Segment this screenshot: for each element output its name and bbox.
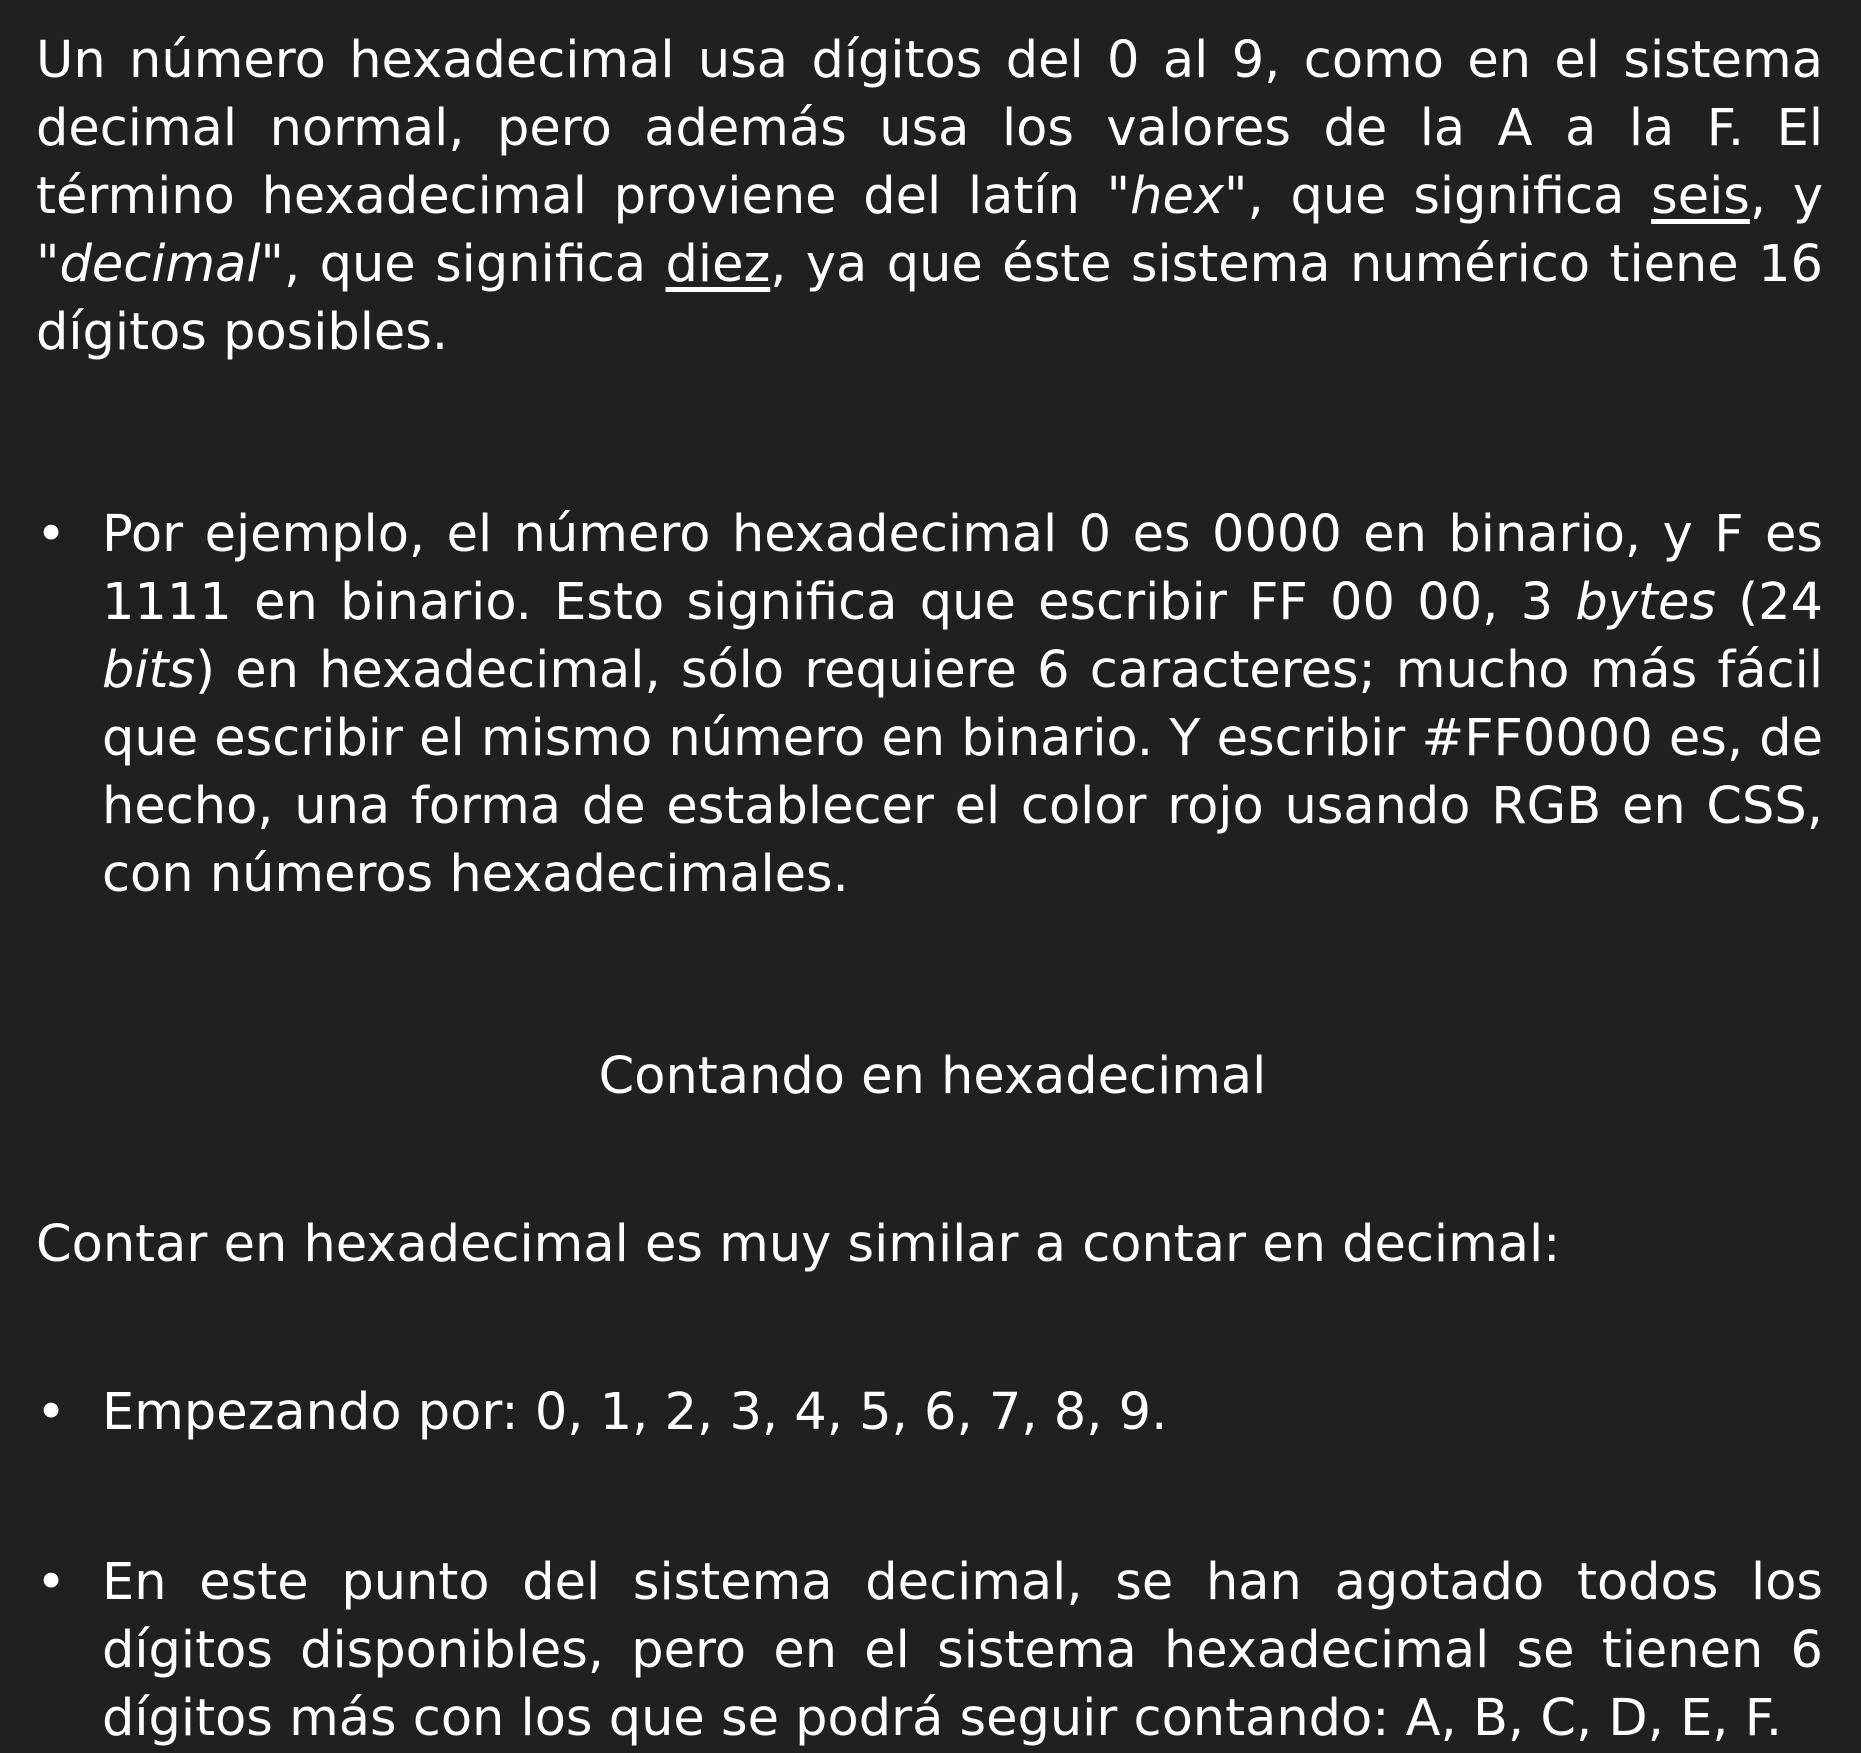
intro-text-5: , ya que éste sistema numérico tiene 16 dígitos posibles. xyxy=(36,235,1823,362)
term-hex: hex xyxy=(1130,167,1225,226)
step-1-text: Empezando por: 0, 1, 2, 3, 4, 5, 6, 7, 8, 9. xyxy=(102,1383,1168,1442)
document-body xyxy=(36,27,1823,1753)
bullet-icon: • xyxy=(36,1553,67,1612)
term-decimal: decimal xyxy=(59,235,261,294)
bullet-icon: • xyxy=(36,1383,67,1442)
intro-paragraph xyxy=(36,27,1823,367)
lead-paragraph: Contar en hexadecimal es muy similar a contar en decimal: xyxy=(36,1215,1561,1274)
section-heading: Contando en hexadecimal xyxy=(598,1047,1267,1106)
term-bits: bits xyxy=(102,641,196,700)
example-text-3: ) en hexadecimal, sólo requiere 6 caracteres; mucho más fácil que escribir el mismo número en binario. Y escribir #FF0000 es, de hecho, una forma de establecer el color rojo usando RGB en CSS, con números hexadecimales. xyxy=(102,641,1824,904)
example-text-2: (24 xyxy=(1715,573,1823,632)
underlined-seis: seis xyxy=(1651,167,1750,226)
example-bullet-item xyxy=(36,501,1823,909)
step-bullet-item xyxy=(36,1379,1823,1447)
example-text xyxy=(102,501,1823,909)
step-bullet-item xyxy=(36,1549,1823,1753)
underlined-diez: diez xyxy=(665,235,771,294)
intro-text-4: ", que significa xyxy=(260,235,666,294)
intro-text-1: Un número hexadecimal usa dígitos del 0 al 9, como en el sistema decimal normal, pero además usa los valores de la A a la F. El término hexadecimal proviene del latín " xyxy=(36,31,1823,226)
intro-text-3: , y " xyxy=(36,167,1823,294)
example-text-1: Por ejemplo, el número hexadecimal 0 es 0000 en binario, y F es 1111 en binario. Esto significa que escribir FF 00 00, 3 xyxy=(102,505,1823,632)
term-bytes: bytes xyxy=(1575,573,1716,632)
bullet-icon: • xyxy=(36,505,67,564)
step-2-text: En este punto del sistema decimal, se han agotado todos los dígitos disponibles, pero en el sistema hexadecimal se tienen 6 dígitos más con los que se podrá seguir contando: A, B, C, D, E, F. xyxy=(102,1553,1823,1748)
intro-text-2: ", que significa xyxy=(1224,167,1652,226)
